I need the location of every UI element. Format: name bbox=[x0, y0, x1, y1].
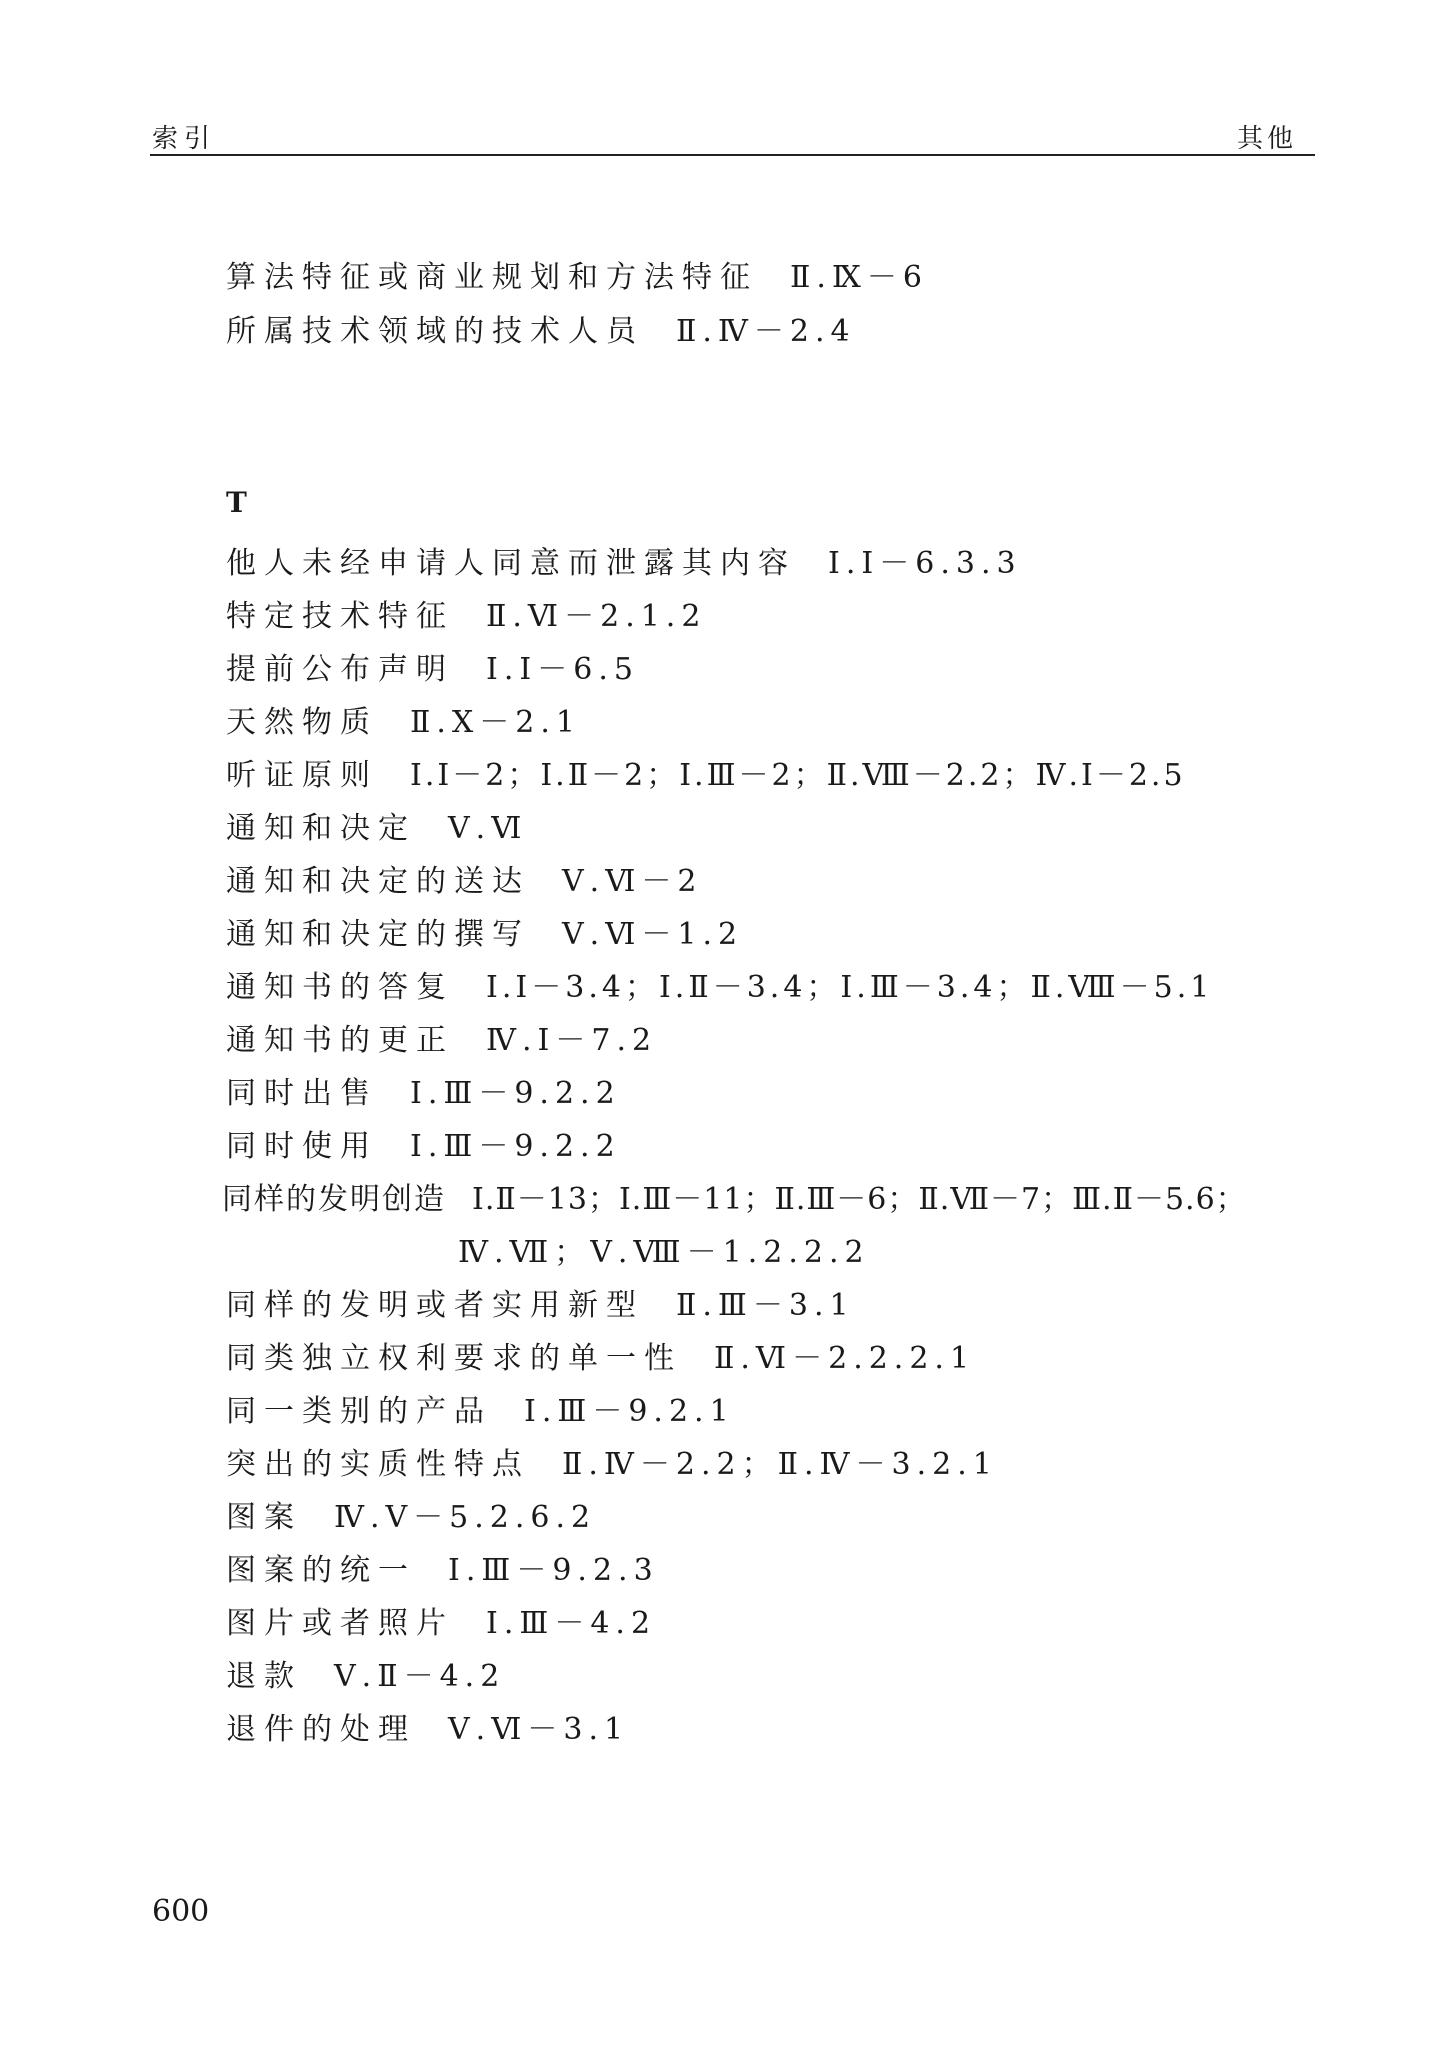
index-term: 图案 bbox=[226, 1500, 302, 1535]
index-entry bbox=[226, 803, 527, 847]
index-reference: Ⅰ.Ⅰ－6.5 bbox=[486, 652, 639, 687]
index-entry bbox=[226, 1704, 629, 1748]
index-term: 听证原则 bbox=[226, 758, 378, 793]
index-term: 同时使用 bbox=[226, 1129, 378, 1164]
running-header-section: 索引 bbox=[152, 124, 217, 154]
index-reference: Ⅱ.Ⅳ－2.4 bbox=[676, 314, 856, 349]
index-term: 他人未经申请人同意而泄露其内容 bbox=[226, 546, 796, 581]
index-term: 突出的实质性特点 bbox=[226, 1447, 530, 1482]
index-term: 同一类别的产品 bbox=[226, 1394, 492, 1429]
index-term: 图案的统一 bbox=[226, 1553, 416, 1588]
index-entry bbox=[226, 538, 1022, 582]
index-reference: Ⅳ.Ⅴ－5.2.6.2 bbox=[334, 1500, 597, 1535]
index-entry bbox=[226, 1121, 621, 1165]
index-reference: Ⅰ.Ⅰ－3.4；Ⅰ.Ⅱ－3.4；Ⅰ.Ⅲ－3.4；Ⅱ.Ⅷ－5.1 bbox=[486, 970, 1214, 1005]
index-entry bbox=[226, 909, 743, 953]
index-reference: Ⅰ.Ⅲ－9.2.2 bbox=[410, 1129, 621, 1164]
index-entry bbox=[226, 856, 702, 900]
index-term: 特定技术特征 bbox=[226, 599, 454, 634]
index-reference: Ⅴ.Ⅵ－1.2 bbox=[562, 917, 744, 952]
index-reference: Ⅰ.Ⅰ－6.3.3 bbox=[828, 546, 1022, 581]
index-reference: Ⅴ.Ⅱ－4.2 bbox=[334, 1659, 506, 1694]
index-entry bbox=[226, 1333, 975, 1377]
index-reference: Ⅰ.Ⅲ－9.2.1 bbox=[524, 1394, 735, 1429]
index-reference: Ⅴ.Ⅵ bbox=[448, 811, 528, 846]
section-letter-heading: T bbox=[226, 486, 247, 519]
index-entry bbox=[222, 1174, 1247, 1218]
index-term: 同样的发明或者实用新型 bbox=[226, 1288, 644, 1323]
index-entry bbox=[226, 697, 581, 741]
index-entry bbox=[226, 252, 928, 296]
index-term: 同类独立权利要求的单一性 bbox=[226, 1341, 682, 1376]
index-term: 退款 bbox=[226, 1659, 302, 1694]
index-reference: Ⅱ.Ⅵ－2.1.2 bbox=[486, 599, 707, 634]
index-term: 同样的发明创造 bbox=[222, 1182, 446, 1217]
index-entry bbox=[226, 1015, 657, 1059]
index-reference: Ⅱ.Ⅵ－2.2.2.1 bbox=[714, 1341, 976, 1376]
index-entry bbox=[226, 1651, 505, 1695]
index-entry bbox=[226, 1068, 621, 1112]
index-reference: Ⅰ.Ⅲ－9.2.2 bbox=[410, 1076, 621, 1111]
page-number: 600 bbox=[152, 1894, 210, 1929]
index-reference: Ⅰ.Ⅲ－4.2 bbox=[486, 1606, 657, 1641]
index-term: 提前公布声明 bbox=[226, 652, 454, 687]
index-term: 所属技术领域的技术人员 bbox=[226, 314, 644, 349]
index-reference: Ⅰ.Ⅰ－2；Ⅰ.Ⅱ－2；Ⅰ.Ⅲ－2；Ⅱ.Ⅷ－2.2；Ⅳ.Ⅰ－2.5 bbox=[410, 758, 1186, 793]
index-reference: Ⅴ.Ⅵ－3.1 bbox=[448, 1712, 630, 1747]
index-reference: Ⅱ.Ⅲ－3.1 bbox=[676, 1288, 855, 1323]
index-term: 天然物质 bbox=[226, 705, 378, 740]
index-term: 图片或者照片 bbox=[226, 1606, 454, 1641]
index-entry bbox=[226, 1598, 656, 1642]
index-reference: Ⅰ.Ⅱ－13；Ⅰ.Ⅲ－11；Ⅱ.Ⅲ－6；Ⅱ.Ⅶ－7；Ⅲ.Ⅱ－5.6； bbox=[472, 1182, 1247, 1217]
index-reference: Ⅳ.Ⅰ－7.2 bbox=[486, 1023, 658, 1058]
index-entry bbox=[226, 1386, 735, 1430]
index-reference: Ⅱ.Ⅳ－2.2；Ⅱ.Ⅳ－3.2.1 bbox=[562, 1447, 998, 1482]
index-term: 通知和决定的撰写 bbox=[226, 917, 530, 952]
index-term: 算法特征或商业规划和方法特征 bbox=[226, 260, 758, 295]
index-entry bbox=[226, 306, 856, 350]
index-term: 退件的处理 bbox=[226, 1712, 416, 1747]
index-entry bbox=[226, 962, 1213, 1006]
index-reference: Ⅰ.Ⅲ－9.2.3 bbox=[448, 1553, 659, 1588]
index-term: 通知书的更正 bbox=[226, 1023, 454, 1058]
index-entry bbox=[226, 1439, 998, 1483]
index-entry bbox=[226, 644, 639, 688]
index-term: 通知书的答复 bbox=[226, 970, 454, 1005]
index-reference: Ⅱ.Ⅹ－2.1 bbox=[410, 705, 581, 740]
running-header-chapter: 其他 bbox=[1236, 124, 1297, 154]
index-entry bbox=[226, 1280, 855, 1324]
header-divider bbox=[150, 154, 1315, 156]
index-reference: Ⅱ.Ⅸ－6 bbox=[790, 260, 928, 295]
index-entry bbox=[226, 1545, 659, 1589]
index-entry bbox=[226, 591, 706, 635]
index-entry bbox=[226, 750, 1186, 794]
index-entry bbox=[226, 1492, 596, 1536]
index-term: 通知和决定 bbox=[226, 811, 416, 846]
index-term: 同时出售 bbox=[226, 1076, 378, 1111]
index-reference-continuation: Ⅳ.Ⅶ；Ⅴ.Ⅷ－1.2.2.2 bbox=[458, 1235, 870, 1270]
index-term: 通知和决定的送达 bbox=[226, 864, 530, 899]
index-reference: Ⅴ.Ⅵ－2 bbox=[562, 864, 703, 899]
